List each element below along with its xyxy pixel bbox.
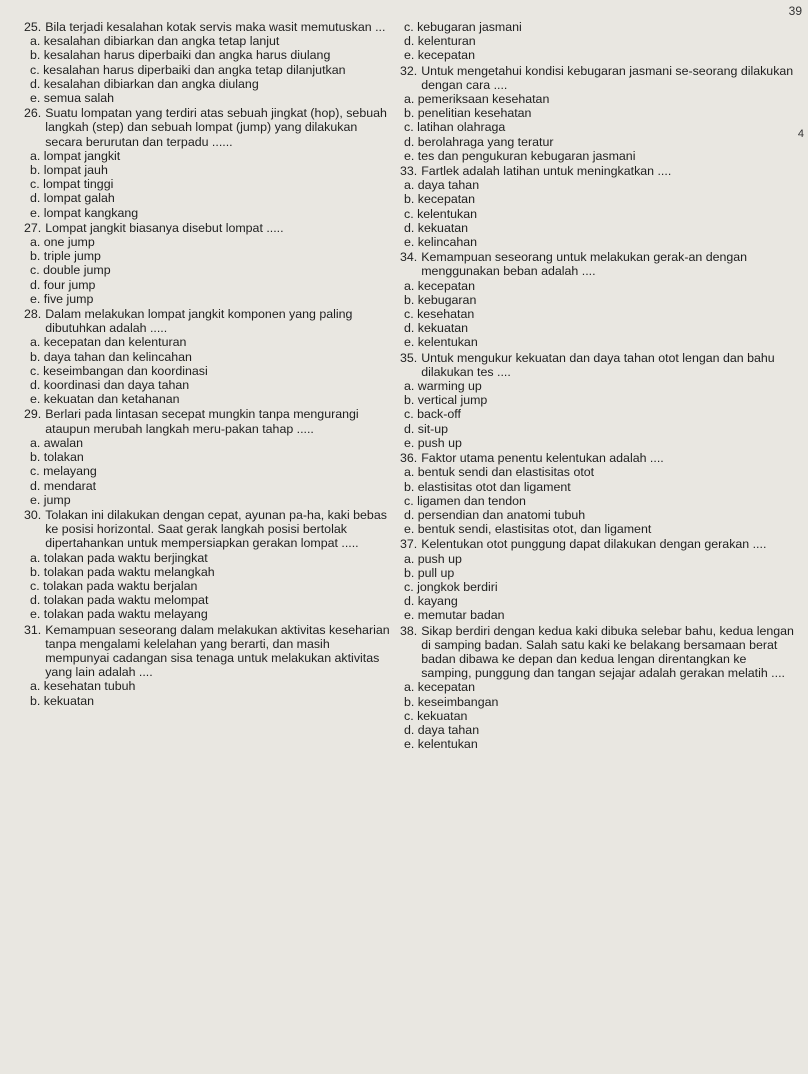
question-stem bbox=[400, 537, 800, 551]
question-item bbox=[400, 537, 800, 622]
answer-option: d. kelenturan bbox=[404, 34, 476, 49]
answer-option: a. awalan bbox=[30, 435, 84, 450]
answer-option: c. kesalahan harus diperbaiki dan angka tetap dilanjutkan bbox=[30, 62, 346, 77]
answer-option: e. tes dan pengukuran kebugaran jasmani bbox=[404, 148, 636, 163]
question-number: 32. bbox=[400, 63, 418, 78]
option-list bbox=[400, 279, 800, 350]
question-text: Bila terjadi kesalahan kotak servis maka wasit memutuskan ... bbox=[45, 20, 386, 34]
answer-option: a. kesalahan dibiarkan dan angka tetap lanjut bbox=[30, 34, 280, 49]
option-list bbox=[400, 92, 800, 163]
question-item bbox=[400, 624, 800, 752]
answer-option: d. kekuatan bbox=[404, 321, 469, 336]
answer-option: a. bentuk sendi dan elastisitas otot bbox=[404, 465, 595, 480]
answer-option: e. memutar badan bbox=[404, 608, 505, 623]
answer-option: a. lompat jangkit bbox=[30, 148, 121, 163]
question-number: 31. bbox=[24, 622, 42, 637]
answer-option: a. kecepatan bbox=[404, 680, 475, 695]
answer-option: d. koordinasi dan daya tahan bbox=[30, 378, 190, 393]
answer-option: b. kebugaran bbox=[404, 292, 477, 307]
answer-option: a. kecepatan bbox=[404, 278, 475, 293]
answer-option: e. semua salah bbox=[30, 91, 115, 106]
question-number: 28. bbox=[24, 307, 42, 322]
question-stem bbox=[24, 508, 394, 551]
answer-option: b. penelitian kesehatan bbox=[404, 106, 532, 121]
answer-option: c. latihan olahraga bbox=[404, 120, 506, 135]
answer-option: e. kecepatan bbox=[404, 48, 475, 63]
question-item bbox=[24, 623, 394, 708]
answer-option: a. daya tahan bbox=[404, 178, 480, 193]
answer-option: d. daya tahan bbox=[404, 722, 480, 737]
question-stem bbox=[24, 20, 394, 34]
question-number: 30. bbox=[24, 507, 42, 522]
question-number: 33. bbox=[400, 164, 418, 179]
question-stem bbox=[24, 221, 394, 235]
answer-option: b. kecepatan bbox=[404, 192, 475, 207]
question-stem bbox=[24, 307, 394, 335]
answer-option: b. pull up bbox=[404, 565, 455, 580]
question-number: 29. bbox=[24, 407, 42, 422]
question-text: Tolakan ini dilakukan dengan cepat, ayunan pa-ha, kaki bebas ke posisi horizontal. Saat gerak langkah posisi bertolak dipertahankan untuk mempersiapkan gerakan lompat ..... bbox=[45, 507, 387, 551]
answer-option: c. kekuatan bbox=[404, 708, 468, 723]
question-text: Dalam melakukan lompat jangkit komponen yang paling dibutuhkan adalah ..... bbox=[45, 307, 353, 336]
answer-option: e. lompat kangkang bbox=[30, 205, 139, 220]
question-stem bbox=[400, 624, 800, 681]
answer-option: c. lompat tinggi bbox=[30, 177, 114, 192]
answer-option: c. kesehatan bbox=[404, 307, 475, 322]
option-list bbox=[400, 552, 800, 623]
question-text: Faktor utama penentu kelentukan adalah .... bbox=[421, 451, 664, 466]
option-list bbox=[400, 465, 800, 536]
question-item bbox=[400, 451, 800, 536]
question-item bbox=[400, 64, 800, 163]
answer-option: a. kesehatan tubuh bbox=[30, 679, 136, 694]
answer-option: d. sit-up bbox=[404, 421, 449, 436]
answer-option: a. push up bbox=[404, 551, 462, 566]
left-column bbox=[24, 20, 394, 709]
question-text: Lompat jangkit biasanya disebut lompat ..... bbox=[45, 220, 284, 235]
answer-option: e. kelentukan bbox=[404, 737, 478, 752]
question-text: Untuk mengukur kekuatan dan daya tahan otot lengan dan bahu dilakukan tes .... bbox=[421, 350, 775, 379]
question-text: Kemampuan seseorang untuk melakukan gerak-an dengan menggunakan beban adalah .... bbox=[421, 250, 748, 279]
answer-option: c. tolakan pada waktu berjalan bbox=[30, 578, 198, 593]
answer-option: e. bentuk sendi, elastisitas otot, dan ligament bbox=[404, 522, 652, 537]
question-text: Kelentukan otot punggung dapat dilakukan dengan gerakan .... bbox=[421, 537, 767, 552]
question-stem bbox=[400, 164, 800, 178]
answer-option: c. keseimbangan dan koordinasi bbox=[30, 363, 208, 378]
answer-option: b. elastisitas otot dan ligament bbox=[404, 479, 571, 494]
question-number: 37. bbox=[400, 537, 418, 552]
answer-option: b. daya tahan dan kelincahan bbox=[30, 349, 192, 364]
answer-option: b. vertical jump bbox=[404, 393, 488, 408]
answer-option: c. kelentukan bbox=[404, 206, 478, 221]
question-item bbox=[400, 351, 800, 450]
answer-option: d. kesalahan dibiarkan dan angka diulang bbox=[30, 76, 259, 91]
answer-option: c. back-off bbox=[404, 407, 461, 422]
option-list bbox=[24, 551, 394, 622]
option-list bbox=[24, 679, 394, 707]
answer-option: d. lompat galah bbox=[30, 191, 115, 206]
answer-option: c. melayang bbox=[30, 464, 97, 479]
question-stem bbox=[400, 451, 800, 465]
question-item bbox=[400, 20, 800, 63]
answer-option: a. pemeriksaan kesehatan bbox=[404, 92, 550, 107]
answer-option: d. berolahraga yang teratur bbox=[404, 134, 554, 149]
page-number: 39 bbox=[788, 4, 802, 18]
option-list bbox=[24, 235, 394, 306]
question-number: 27. bbox=[24, 220, 42, 235]
answer-option: c. ligamen dan tendon bbox=[404, 493, 526, 508]
answer-option: d. kekuatan bbox=[404, 220, 469, 235]
question-text: Fartlek adalah latihan untuk meningkatkan .... bbox=[421, 164, 672, 179]
answer-option: d. mendarat bbox=[30, 478, 97, 493]
question-item bbox=[24, 20, 394, 105]
answer-option: d. four jump bbox=[30, 277, 96, 292]
question-stem bbox=[24, 106, 394, 149]
question-item bbox=[24, 221, 394, 306]
answer-option: e. tolakan pada waktu melayang bbox=[30, 607, 208, 622]
question-text: Sikap berdiri dengan kedua kaki dibuka selebar bahu, kedua lengan di samping badan. Salah satu kaki ke belakang bersamaan berat badan dibawa ke depan dan kedua lengan direntangkan ke samping, punggung dan tangan sejajar adalah gerakan melatih .... bbox=[421, 623, 794, 681]
answer-option: e. kelincahan bbox=[404, 235, 478, 250]
option-list bbox=[400, 379, 800, 450]
answer-option: b. tolakan pada waktu melangkah bbox=[30, 564, 215, 579]
answer-option: c. jongkok berdiri bbox=[404, 579, 498, 594]
option-list bbox=[24, 149, 394, 220]
answer-option: e. five jump bbox=[30, 291, 94, 306]
answer-option: b. triple jump bbox=[30, 249, 101, 264]
question-item bbox=[400, 164, 800, 249]
answer-option: d. persendian dan anatomi tubuh bbox=[404, 507, 586, 522]
right-column bbox=[400, 20, 800, 752]
option-list bbox=[400, 178, 800, 249]
answer-option: b. lompat jauh bbox=[30, 163, 108, 178]
option-list bbox=[24, 335, 394, 406]
question-item bbox=[24, 307, 394, 406]
question-text: Untuk mengetahui kondisi kebugaran jasmani se-seorang dilakukan dengan cara .... bbox=[421, 63, 794, 92]
question-stem bbox=[24, 407, 394, 435]
question-stem bbox=[24, 623, 394, 680]
answer-option: d. kayang bbox=[404, 594, 458, 609]
question-stem bbox=[400, 64, 800, 92]
option-list bbox=[400, 680, 800, 751]
answer-option: b. keseimbangan bbox=[404, 694, 499, 709]
question-number: 26. bbox=[24, 106, 42, 121]
question-stem bbox=[400, 351, 800, 379]
question-item bbox=[24, 407, 394, 506]
edge-mark: 4 bbox=[797, 128, 804, 140]
answer-option: a. kecepatan dan kelenturan bbox=[30, 335, 187, 350]
option-list bbox=[400, 20, 800, 63]
question-number: 35. bbox=[400, 350, 418, 365]
answer-option: c. double jump bbox=[30, 263, 111, 278]
question-stem bbox=[400, 250, 800, 278]
question-number: 25. bbox=[24, 20, 42, 34]
option-list bbox=[24, 436, 394, 507]
question-item bbox=[400, 250, 800, 349]
answer-option: a. warming up bbox=[404, 379, 482, 394]
answer-option: e. push up bbox=[404, 435, 462, 450]
answer-option: b. kesalahan harus diperbaiki dan angka harus diulang bbox=[30, 48, 331, 63]
answer-option: b. tolakan bbox=[30, 450, 84, 465]
question-item bbox=[24, 508, 394, 622]
option-list bbox=[24, 34, 394, 105]
question-number: 34. bbox=[400, 250, 418, 265]
answer-option: c. kebugaran jasmani bbox=[404, 20, 522, 34]
question-number: 36. bbox=[400, 451, 418, 466]
answer-option: e. jump bbox=[30, 492, 71, 507]
answer-option: e. kelentukan bbox=[404, 335, 478, 350]
answer-option: d. tolakan pada waktu melompat bbox=[30, 593, 209, 608]
question-item bbox=[24, 106, 394, 220]
answer-option: b. kekuatan bbox=[30, 693, 95, 708]
question-text: Kemampuan seseorang dalam melakukan aktivitas keseharian tanpa mengalami kelelahan yang berarti, dan masih mempunyai cadangan sisa tenaga untuk melakukan aktivitas yang lain adalah .... bbox=[45, 622, 390, 680]
answer-option: a. one jump bbox=[30, 235, 95, 250]
answer-option: e. kekuatan dan ketahanan bbox=[30, 392, 180, 407]
answer-option: a. tolakan pada waktu berjingkat bbox=[30, 550, 208, 565]
question-text: Berlari pada lintasan secepat mungkin tanpa mengurangi ataupun merubah langkah meru-pakan tahap ..... bbox=[45, 407, 359, 436]
question-text: Suatu lompatan yang terdiri atas sebuah jingkat (hop), sebuah langkah (step) dan sebuah lompat (jump) yang dilakukan secara berurutan dan terpadu ...... bbox=[45, 106, 387, 149]
question-number: 38. bbox=[400, 623, 418, 638]
